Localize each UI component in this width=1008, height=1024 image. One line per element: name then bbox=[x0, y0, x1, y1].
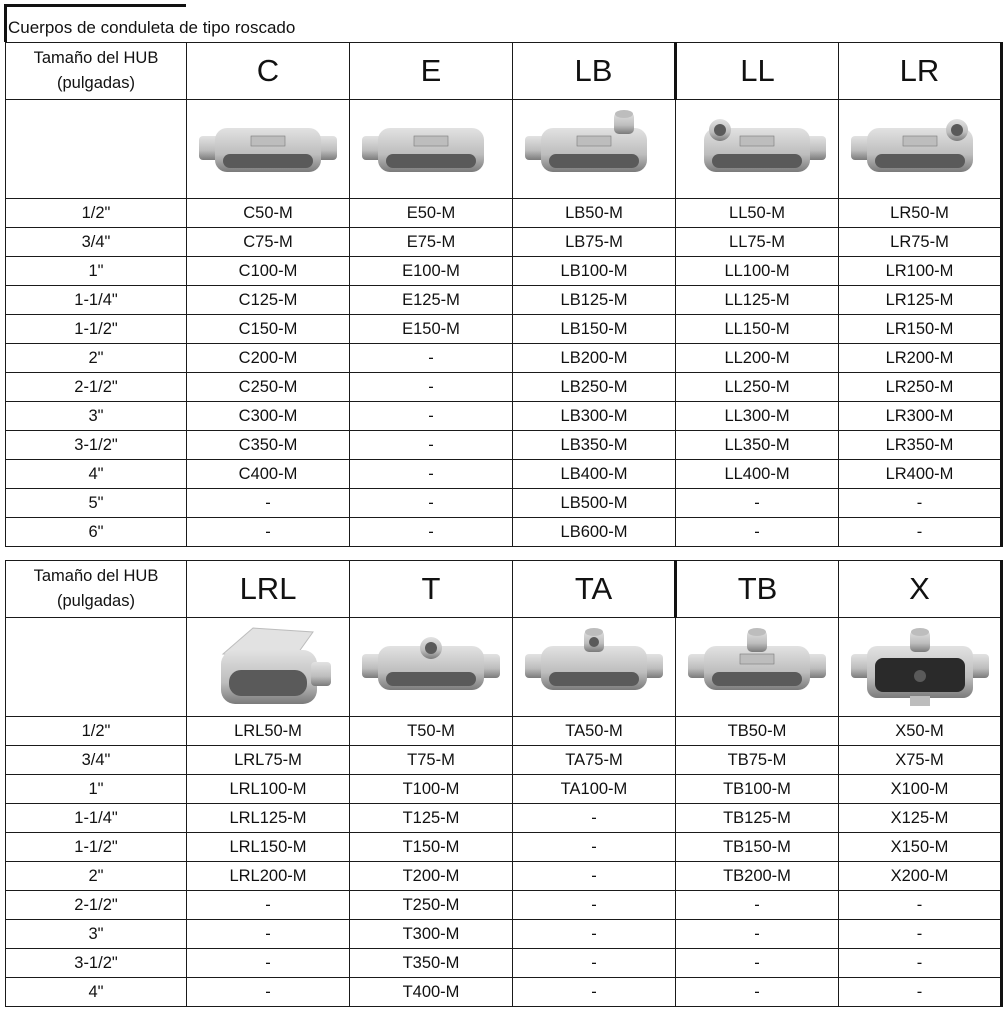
header-row bbox=[6, 43, 1002, 100]
hub-size-cell: 1" bbox=[6, 257, 187, 286]
conduit-table-1 bbox=[5, 42, 1003, 547]
conduit-body-lrl-image bbox=[187, 618, 350, 717]
part-number-cell: TA50-M bbox=[513, 717, 676, 746]
part-number-cell: LRL200-M bbox=[187, 862, 350, 891]
table-row bbox=[6, 431, 1002, 460]
type-header-ta: TA bbox=[513, 561, 676, 618]
part-number-cell: LL300-M bbox=[676, 402, 839, 431]
part-number-cell: T250-M bbox=[350, 891, 513, 920]
table-row bbox=[6, 775, 1002, 804]
part-number-cell: - bbox=[839, 489, 1002, 518]
part-number-cell: TB50-M bbox=[676, 717, 839, 746]
table-row bbox=[6, 228, 1002, 257]
part-number-cell: TA100-M bbox=[513, 775, 676, 804]
part-number-cell: C125-M bbox=[187, 286, 350, 315]
type-header-t: T bbox=[350, 561, 513, 618]
hub-size-cell: 3" bbox=[6, 920, 187, 949]
part-number-cell: - bbox=[839, 891, 1002, 920]
part-number-cell: - bbox=[513, 891, 676, 920]
page-title: Cuerpos de conduleta de tipo roscado bbox=[8, 18, 296, 37]
conduit-body-lr-image bbox=[839, 100, 1002, 199]
part-number-cell: - bbox=[187, 978, 350, 1007]
image-row bbox=[6, 618, 1002, 717]
part-number-cell: LL75-M bbox=[676, 228, 839, 257]
hub-size-cell: 5" bbox=[6, 489, 187, 518]
hub-size-cell: 1-1/2" bbox=[6, 315, 187, 344]
part-number-cell: E100-M bbox=[350, 257, 513, 286]
part-number-cell: LR125-M bbox=[839, 286, 1002, 315]
part-number-cell: LB300-M bbox=[513, 402, 676, 431]
hub-size-cell: 1-1/2" bbox=[6, 833, 187, 862]
part-number-cell: LB50-M bbox=[513, 199, 676, 228]
hub-size-cell: 3/4" bbox=[6, 746, 187, 775]
part-number-cell: E125-M bbox=[350, 286, 513, 315]
part-number-cell: LR150-M bbox=[839, 315, 1002, 344]
part-number-cell: C350-M bbox=[187, 431, 350, 460]
part-number-cell: - bbox=[676, 518, 839, 547]
part-number-cell: T125-M bbox=[350, 804, 513, 833]
part-number-cell: C100-M bbox=[187, 257, 350, 286]
part-number-cell: TA75-M bbox=[513, 746, 676, 775]
part-number-cell: X75-M bbox=[839, 746, 1002, 775]
part-number-cell: LB200-M bbox=[513, 344, 676, 373]
part-number-cell: LL250-M bbox=[676, 373, 839, 402]
part-number-cell: - bbox=[187, 920, 350, 949]
part-number-cell: - bbox=[187, 949, 350, 978]
part-number-cell: LL400-M bbox=[676, 460, 839, 489]
title-underline bbox=[4, 4, 186, 7]
part-number-cell: T150-M bbox=[350, 833, 513, 862]
hub-size-cell: 3/4" bbox=[6, 228, 187, 257]
part-number-cell: - bbox=[676, 978, 839, 1007]
part-number-cell: C300-M bbox=[187, 402, 350, 431]
part-number-cell: T100-M bbox=[350, 775, 513, 804]
hub-size-cell: 2" bbox=[6, 862, 187, 891]
hub-size-cell: 3-1/2" bbox=[6, 431, 187, 460]
hub-label-line2: (pulgadas) bbox=[57, 592, 135, 610]
hub-size-cell: 4" bbox=[6, 460, 187, 489]
hub-label-line2: (pulgadas) bbox=[57, 74, 135, 92]
part-number-cell: X150-M bbox=[839, 833, 1002, 862]
table-row bbox=[6, 862, 1002, 891]
part-number-cell: LB350-M bbox=[513, 431, 676, 460]
part-number-cell: LB150-M bbox=[513, 315, 676, 344]
part-number-cell: T350-M bbox=[350, 949, 513, 978]
part-number-cell: C50-M bbox=[187, 199, 350, 228]
part-number-cell: - bbox=[839, 949, 1002, 978]
part-number-cell: - bbox=[676, 949, 839, 978]
part-number-cell: LR75-M bbox=[839, 228, 1002, 257]
hub-label-line1: Tamaño del HUB bbox=[33, 567, 159, 585]
hub-size-cell: 2" bbox=[6, 344, 187, 373]
part-number-cell: C400-M bbox=[187, 460, 350, 489]
title-border bbox=[4, 4, 7, 42]
part-number-cell: LB250-M bbox=[513, 373, 676, 402]
part-number-cell: - bbox=[513, 978, 676, 1007]
part-number-cell: - bbox=[350, 431, 513, 460]
part-number-cell: - bbox=[513, 949, 676, 978]
type-header-lrl: LRL bbox=[187, 561, 350, 618]
part-number-cell: LB125-M bbox=[513, 286, 676, 315]
part-number-cell: - bbox=[513, 920, 676, 949]
conduit-body-c-image bbox=[187, 100, 350, 199]
part-number-cell: LL200-M bbox=[676, 344, 839, 373]
part-number-cell: - bbox=[187, 489, 350, 518]
part-number-cell: - bbox=[676, 891, 839, 920]
part-number-cell: - bbox=[187, 891, 350, 920]
part-number-cell: - bbox=[839, 518, 1002, 547]
hub-size-cell: 1/2" bbox=[6, 717, 187, 746]
part-number-cell: E150-M bbox=[350, 315, 513, 344]
part-number-cell: LL100-M bbox=[676, 257, 839, 286]
table-row bbox=[6, 717, 1002, 746]
hub-size-cell: 4" bbox=[6, 978, 187, 1007]
part-number-cell: - bbox=[513, 862, 676, 891]
empty-cell bbox=[6, 100, 187, 199]
type-header-c: C bbox=[187, 43, 350, 100]
part-number-cell: LR250-M bbox=[839, 373, 1002, 402]
part-number-cell: LR100-M bbox=[839, 257, 1002, 286]
part-number-cell: C150-M bbox=[187, 315, 350, 344]
part-number-cell: T75-M bbox=[350, 746, 513, 775]
part-number-cell: X200-M bbox=[839, 862, 1002, 891]
part-number-cell: C250-M bbox=[187, 373, 350, 402]
part-number-cell: LR50-M bbox=[839, 199, 1002, 228]
part-number-cell: TB150-M bbox=[676, 833, 839, 862]
part-number-cell: E75-M bbox=[350, 228, 513, 257]
hub-size-cell: 2-1/2" bbox=[6, 891, 187, 920]
table-row bbox=[6, 891, 1002, 920]
hub-size-cell: 1-1/4" bbox=[6, 286, 187, 315]
table-row bbox=[6, 286, 1002, 315]
part-number-cell: T200-M bbox=[350, 862, 513, 891]
conduit-body-lb-image bbox=[513, 100, 676, 199]
hub-size-cell: 1/2" bbox=[6, 199, 187, 228]
part-number-cell: - bbox=[676, 920, 839, 949]
conduit-body-ll-image bbox=[676, 100, 839, 199]
hub-size-header bbox=[6, 561, 187, 618]
part-number-cell: LRL150-M bbox=[187, 833, 350, 862]
conduit-body-ta-image bbox=[513, 618, 676, 717]
table-row bbox=[6, 315, 1002, 344]
conduit-body-e-image bbox=[350, 100, 513, 199]
part-number-cell: TB125-M bbox=[676, 804, 839, 833]
conduit-body-x-image bbox=[839, 618, 1002, 717]
table-row bbox=[6, 746, 1002, 775]
hub-size-cell: 3-1/2" bbox=[6, 949, 187, 978]
conduit-body-t-image bbox=[350, 618, 513, 717]
part-number-cell: TB75-M bbox=[676, 746, 839, 775]
type-header-ll: LL bbox=[676, 43, 839, 100]
part-number-cell: - bbox=[513, 833, 676, 862]
part-number-cell: LB400-M bbox=[513, 460, 676, 489]
part-number-cell: X100-M bbox=[839, 775, 1002, 804]
part-number-cell: X125-M bbox=[839, 804, 1002, 833]
hub-size-cell: 1-1/4" bbox=[6, 804, 187, 833]
hub-size-cell: 1" bbox=[6, 775, 187, 804]
table-row bbox=[6, 199, 1002, 228]
part-number-cell: C200-M bbox=[187, 344, 350, 373]
table-row bbox=[6, 949, 1002, 978]
part-number-cell: LL125-M bbox=[676, 286, 839, 315]
hub-label-line1: Tamaño del HUB bbox=[33, 49, 159, 67]
part-number-cell: LRL75-M bbox=[187, 746, 350, 775]
table-row bbox=[6, 920, 1002, 949]
empty-cell bbox=[6, 618, 187, 717]
part-number-cell: LRL50-M bbox=[187, 717, 350, 746]
type-header-tb: TB bbox=[676, 561, 839, 618]
part-number-cell: LB500-M bbox=[513, 489, 676, 518]
part-number-cell: - bbox=[187, 518, 350, 547]
part-number-cell: T50-M bbox=[350, 717, 513, 746]
part-number-cell: LB75-M bbox=[513, 228, 676, 257]
table-row bbox=[6, 978, 1002, 1007]
type-header-e: E bbox=[350, 43, 513, 100]
table-row bbox=[6, 344, 1002, 373]
table-row bbox=[6, 518, 1002, 547]
type-header-lr: LR bbox=[839, 43, 1002, 100]
part-number-cell: - bbox=[350, 344, 513, 373]
part-number-cell: LL50-M bbox=[676, 199, 839, 228]
table-row bbox=[6, 257, 1002, 286]
part-number-cell: LR400-M bbox=[839, 460, 1002, 489]
part-number-cell: LRL100-M bbox=[187, 775, 350, 804]
table-row bbox=[6, 489, 1002, 518]
part-number-cell: - bbox=[350, 489, 513, 518]
part-number-cell: T300-M bbox=[350, 920, 513, 949]
part-number-cell: C75-M bbox=[187, 228, 350, 257]
part-number-cell: T400-M bbox=[350, 978, 513, 1007]
table-row bbox=[6, 804, 1002, 833]
hub-size-cell: 2-1/2" bbox=[6, 373, 187, 402]
part-number-cell: X50-M bbox=[839, 717, 1002, 746]
hub-size-header bbox=[6, 43, 187, 100]
part-number-cell: LL150-M bbox=[676, 315, 839, 344]
part-number-cell: LR200-M bbox=[839, 344, 1002, 373]
part-number-cell: LL350-M bbox=[676, 431, 839, 460]
conduit-table-2 bbox=[5, 560, 1003, 1007]
image-row bbox=[6, 100, 1002, 199]
part-number-cell: LB600-M bbox=[513, 518, 676, 547]
part-number-cell: - bbox=[350, 518, 513, 547]
part-number-cell: - bbox=[350, 460, 513, 489]
part-number-cell: LRL125-M bbox=[187, 804, 350, 833]
type-header-x: X bbox=[839, 561, 1002, 618]
part-number-cell: - bbox=[676, 489, 839, 518]
part-number-cell: LB100-M bbox=[513, 257, 676, 286]
part-number-cell: - bbox=[350, 402, 513, 431]
table-row bbox=[6, 402, 1002, 431]
hub-size-cell: 3" bbox=[6, 402, 187, 431]
type-header-lb: LB bbox=[513, 43, 676, 100]
part-number-cell: E50-M bbox=[350, 199, 513, 228]
part-number-cell: - bbox=[839, 978, 1002, 1007]
table-row bbox=[6, 460, 1002, 489]
part-number-cell: - bbox=[513, 804, 676, 833]
part-number-cell: TB200-M bbox=[676, 862, 839, 891]
part-number-cell: LR350-M bbox=[839, 431, 1002, 460]
hub-size-cell: 6" bbox=[6, 518, 187, 547]
table-row bbox=[6, 373, 1002, 402]
part-number-cell: - bbox=[350, 373, 513, 402]
table-row bbox=[6, 833, 1002, 862]
header-row bbox=[6, 561, 1002, 618]
part-number-cell: - bbox=[839, 920, 1002, 949]
part-number-cell: TB100-M bbox=[676, 775, 839, 804]
part-number-cell: LR300-M bbox=[839, 402, 1002, 431]
conduit-body-tb-image bbox=[676, 618, 839, 717]
